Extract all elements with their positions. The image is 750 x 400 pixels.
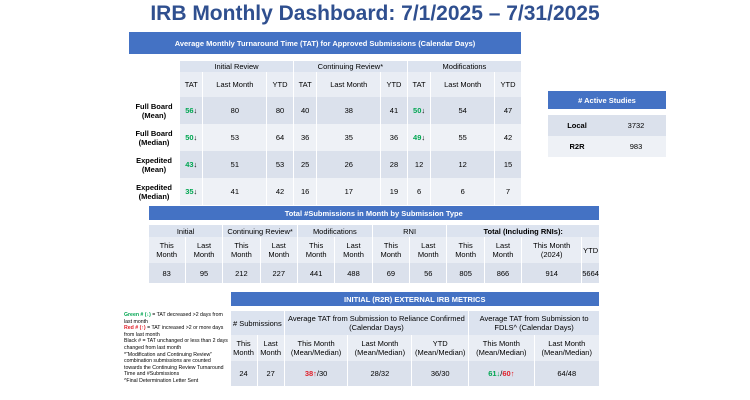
tat-value: 80 [230, 106, 239, 115]
tat-cell [431, 178, 495, 205]
ext-group-fdls: Average TAT from Submission to FDLS^ (Calendar Days) [469, 311, 600, 335]
tat-cell [293, 97, 316, 124]
tat-value: 15 [503, 160, 513, 169]
sub-value: 441 [297, 263, 334, 283]
sub-col-header: Last Month [410, 237, 447, 263]
ext-value-up: 60↑ [502, 369, 515, 378]
tat-col-header: Last Month [317, 72, 381, 97]
tat-cell [267, 151, 294, 178]
tat-value: 40 [300, 106, 310, 115]
ext-col-header: This Month [231, 335, 258, 361]
tat-value: 56 [185, 106, 194, 115]
ext-value: 36/30 [412, 361, 469, 386]
ext-value: 24 [231, 361, 258, 386]
legend-note-combination: *“Modification and Continuing Review” combination submissions are counted towards the Continuing Review Turnaround Time and #Submissions [124, 351, 224, 378]
ext-col-header: This Month (Mean/Median) [469, 335, 534, 361]
tat-cell [431, 124, 495, 151]
tat-value: 7 [505, 187, 511, 196]
sub-col-header: Last Month [185, 237, 222, 263]
ext-col-header: Last Month (Mean/Median) [534, 335, 599, 361]
tat-value: 42 [503, 133, 513, 142]
tat-cell [407, 124, 430, 151]
tat-cell [495, 124, 522, 151]
tat-value: 49 [413, 133, 422, 142]
arrow-down-icon: ↓ [421, 133, 426, 142]
arrow-down-icon: ↓ [193, 160, 198, 169]
sub-col-header: This Month [223, 237, 260, 263]
sub-value: 5664 [582, 263, 600, 283]
sub-col-header: This Month [149, 237, 186, 263]
tat-value: 50 [185, 133, 194, 142]
legend-red: Red # (↑) = TAT increased >2 or more days from last month [124, 325, 224, 338]
sub-col-header: Last Month [335, 237, 372, 263]
tat-row-label: Full Board (Median) [129, 124, 180, 151]
tat-col-header: YTD [381, 72, 408, 97]
tat-value: 12 [414, 160, 424, 169]
active-local-value: 3732 [627, 121, 645, 130]
ext-col-header: Last Month [257, 335, 284, 361]
ext-group-submissions: # Submissions [231, 311, 285, 335]
tat-value: 25 [300, 160, 310, 169]
tat-cell [203, 151, 267, 178]
legend-green: Green # (↓) = TAT decreased >2 days from last month [124, 312, 223, 325]
group-continuing-review: Continuing Review* [293, 61, 407, 72]
sub-value: 227 [260, 263, 297, 283]
sub-value: 83 [149, 263, 186, 283]
ext-value: 61↓/60↑ [469, 361, 534, 386]
external-irb-table [230, 292, 600, 386]
tat-cell [317, 151, 381, 178]
tat-cell [267, 97, 294, 124]
tat-value: 55 [458, 133, 467, 142]
tat-col-header: YTD [495, 72, 522, 97]
sub-col-header: YTD [582, 237, 600, 263]
sub-value: 56 [410, 263, 447, 283]
legend-black: Black # = TAT unchanged or less than 2 days changed from last month [124, 338, 228, 351]
active-r2r-label: R2R [569, 142, 585, 151]
tat-value: 41 [230, 187, 239, 196]
sub-group-continuing: Continuing Review* [223, 225, 298, 237]
tat-cell [407, 178, 430, 205]
tat-cell [180, 178, 203, 205]
tat-col-header: Last Month [431, 72, 495, 97]
tat-cell [431, 151, 495, 178]
tat-value: 80 [275, 106, 285, 115]
tat-cell [267, 124, 294, 151]
tat-value: 26 [344, 160, 353, 169]
tat-value: 16 [300, 187, 310, 196]
tat-cell [293, 178, 316, 205]
ext-value: 64/48 [534, 361, 599, 386]
sub-group-total: Total (Including RNIs): [447, 225, 600, 237]
tat-col-header: YTD [267, 72, 294, 97]
sub-value: 866 [484, 263, 521, 283]
tat-cell [267, 178, 294, 205]
tat-value: 36 [300, 133, 310, 142]
tat-cell [495, 151, 522, 178]
tat-cell [180, 151, 203, 178]
group-modifications: Modifications [407, 61, 521, 72]
sub-group-modifications: Modifications [297, 225, 372, 237]
tat-value: 28 [389, 160, 399, 169]
sub-value: 95 [185, 263, 222, 283]
tat-cell [317, 124, 381, 151]
tat-cell [203, 124, 267, 151]
sub-value: 914 [522, 263, 582, 283]
tat-cell [381, 151, 408, 178]
ext-value: 27 [257, 361, 284, 386]
sub-group-rni: RNI [372, 225, 447, 237]
sub-group-initial: Initial [149, 225, 223, 237]
tat-cell [407, 97, 430, 124]
tat-value: 17 [344, 187, 353, 196]
external-table-header: INITIAL (R2R) EXTERNAL IRB METRICS [231, 292, 600, 306]
tat-value: 53 [230, 133, 239, 142]
arrow-down-icon: ↓ [193, 187, 198, 196]
ext-col-header: Last Month (Mean/Median) [348, 335, 412, 361]
tat-value: 43 [185, 160, 194, 169]
tat-cell [495, 178, 522, 205]
sub-value: 212 [223, 263, 260, 283]
arrow-down-icon: ↓ [421, 106, 426, 115]
sub-col-header: This Month (2024) [522, 237, 582, 263]
tat-value: 47 [503, 106, 513, 115]
ext-value: 28/32 [348, 361, 412, 386]
ext-group-reliance: Average TAT from Submission to Reliance Confirmed (Calendar Days) [284, 311, 468, 335]
tat-value: 36 [389, 133, 399, 142]
legend [124, 312, 228, 385]
tat-cell [317, 97, 381, 124]
tat-value: 12 [458, 160, 467, 169]
page-title: IRB Monthly Dashboard: 7/1/2025 – 7/31/2025 [150, 2, 600, 25]
tat-value: 35 [344, 133, 353, 142]
sub-col-header: Last Month [484, 237, 521, 263]
legend-key: Red # (↑) [124, 325, 148, 332]
sub-col-header: Last Month [260, 237, 297, 263]
tat-col-header: Last Month [203, 72, 267, 97]
sub-col-header: This Month [297, 237, 334, 263]
tat-value: 54 [458, 106, 467, 115]
arrow-down-icon: ↓ [193, 133, 198, 142]
tat-table [129, 32, 522, 205]
tat-col-header: TAT [407, 72, 430, 97]
sub-value: 805 [447, 263, 484, 283]
submissions-table-header: Total #Submissions in Month by Submission Type [149, 206, 600, 220]
tat-value: 51 [230, 160, 239, 169]
tat-value: 53 [275, 160, 285, 169]
sub-col-header: This Month [447, 237, 484, 263]
tat-value: 6 [417, 187, 422, 196]
tat-row-label: Expedited (Mean) [129, 151, 180, 178]
legend-key: Green # (↓) [124, 312, 153, 318]
sub-col-header: This Month [372, 237, 409, 263]
tat-value: 41 [389, 106, 399, 115]
tat-cell [203, 97, 267, 124]
ext-col-header: This Month (Mean/Median) [284, 335, 348, 361]
ext-value: 38↑/30 [284, 361, 348, 386]
tat-cell [431, 97, 495, 124]
tat-cell [203, 178, 267, 205]
group-initial-review: Initial Review [180, 61, 294, 72]
tat-row-label: Expedited (Median) [129, 178, 180, 205]
ext-value-up: 38↑ [304, 369, 317, 378]
tat-row-label: Full Board (Mean) [129, 97, 180, 124]
tat-cell [407, 151, 430, 178]
tat-cell [293, 124, 316, 151]
tat-cell [495, 97, 522, 124]
sub-value: 69 [372, 263, 409, 283]
submissions-table [148, 206, 600, 283]
tat-cell [293, 151, 316, 178]
legend-note-fdls: ^Final Determination Letter Sent [124, 377, 199, 384]
active-studies-table [548, 91, 666, 157]
tat-col-header: TAT [180, 72, 203, 97]
active-r2r-value: 983 [629, 142, 643, 151]
tat-value: 64 [275, 133, 285, 142]
tat-value: 35 [185, 187, 194, 196]
ext-value-down: 61↓ [488, 369, 501, 378]
active-local-label: Local [567, 121, 587, 130]
ext-col-header: YTD (Mean/Median) [412, 335, 469, 361]
tat-col-header: TAT [293, 72, 316, 97]
tat-cell [180, 124, 203, 151]
tat-cell [381, 97, 408, 124]
tat-cell [180, 97, 203, 124]
tat-table-header: Average Monthly Turnaround Time (TAT) for Approved Submissions (Calendar Days) [129, 32, 522, 54]
tat-value: 38 [344, 106, 353, 115]
tat-value: 42 [275, 187, 285, 196]
sub-value: 488 [335, 263, 372, 283]
tat-cell [381, 124, 408, 151]
tat-cell [317, 178, 381, 205]
tat-value: 19 [389, 187, 399, 196]
tat-value: 6 [460, 187, 465, 196]
tat-value: 50 [413, 106, 422, 115]
active-studies-header: # Active Studies [548, 91, 666, 109]
tat-cell [381, 178, 408, 205]
arrow-down-icon: ↓ [193, 106, 198, 115]
